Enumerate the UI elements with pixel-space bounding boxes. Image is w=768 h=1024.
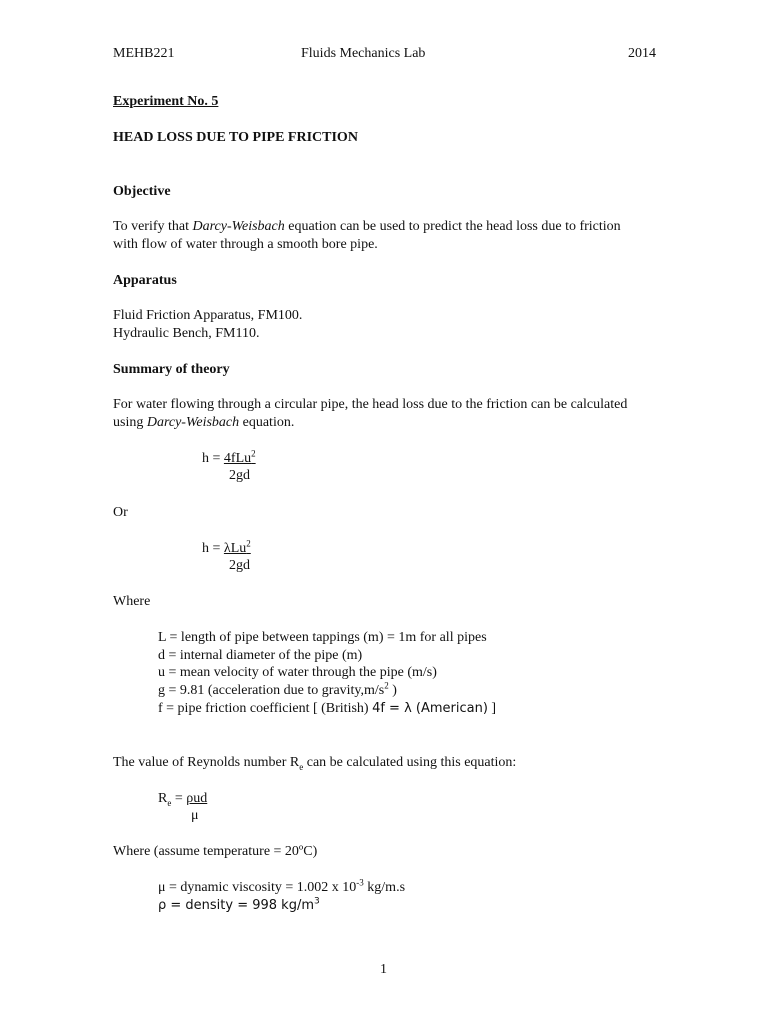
theory-text: equation.	[239, 415, 295, 430]
definition-text: g = 9.81 (acceleration due to gravity,m/s	[158, 683, 385, 698]
equation-numerator-text: 4fLu	[223, 451, 252, 466]
equation-darcy-f	[202, 450, 256, 468]
definition-text: ρ = density = 998 kg/m	[158, 898, 314, 913]
reynolds-text: The value of Reynolds number R	[113, 755, 300, 770]
header-year: 2014	[628, 46, 656, 61]
reynolds-text: can be calculated using this equation:	[303, 755, 517, 770]
equation-numerator	[223, 448, 256, 466]
equation-denominator: μ	[191, 808, 199, 823]
definition-L: L = length of pipe between tappings (m) = 1m for all pipes	[158, 630, 487, 645]
equation-lhs: h =	[202, 541, 224, 556]
objective-line-1	[113, 218, 621, 236]
theory-line-2	[113, 414, 294, 432]
apparatus-item: Hydraulic Bench, FM110.	[113, 326, 260, 341]
apparatus-heading: Apparatus	[113, 273, 177, 288]
equation-numerator: ρud	[186, 791, 208, 806]
definition-text: ]	[487, 701, 497, 716]
objective-text: equation can be used to predict the head loss due to friction	[284, 219, 621, 234]
equation-reynolds	[158, 790, 207, 808]
objective-text: To verify that	[113, 219, 193, 234]
definition-mu	[158, 879, 405, 897]
experiment-title: HEAD LOSS DUE TO PIPE FRICTION	[113, 130, 358, 145]
equation-superscript: 2	[246, 538, 251, 549]
header-course-code: MEHB221	[113, 46, 175, 61]
definition-text: 4f = λ (American)	[372, 701, 488, 716]
equation-denominator: 2gd	[229, 468, 250, 483]
equation-equals: =	[171, 791, 187, 806]
where-text: Where	[113, 594, 151, 609]
objective-heading: Objective	[113, 184, 171, 199]
objective-line-2: with flow of water through a smooth bore pipe.	[113, 237, 378, 252]
definition-superscript: -3	[356, 877, 364, 888]
definition-text: f = pipe friction coefficient [ (British)	[158, 701, 373, 716]
theory-line-1: For water flowing through a circular pipe, the head loss due to the friction can be calculated	[113, 397, 628, 412]
equation-lhs: R	[158, 791, 168, 806]
theory-heading: Summary of theory	[113, 362, 230, 377]
equation-lhs: h =	[202, 451, 224, 466]
theory-italic: Darcy-Weisbach	[146, 415, 240, 430]
reynolds-intro	[113, 754, 516, 772]
definition-u: u = mean velocity of water through the pipe (m/s)	[158, 665, 437, 680]
header-title: Fluids Mechanics Lab	[301, 46, 426, 61]
or-text: Or	[113, 505, 128, 520]
definition-d: d = internal diameter of the pipe (m)	[158, 648, 363, 663]
page-number: 1	[380, 962, 387, 977]
definition-rho	[158, 897, 320, 915]
definition-f	[158, 700, 496, 718]
equation-superscript: 2	[251, 448, 256, 459]
definition-text: μ = dynamic viscosity = 1.002 x 10	[158, 880, 357, 895]
reynolds-subscript: e	[299, 761, 304, 772]
definition-text: )	[388, 683, 397, 698]
theory-text: using	[113, 415, 147, 430]
reynolds-where: Where (assume temperature = 20ºC)	[113, 844, 318, 859]
equation-numerator	[223, 538, 251, 556]
equation-darcy-lambda	[202, 540, 251, 558]
objective-italic: Darcy-Weisbach	[192, 219, 285, 234]
definition-superscript: 2	[384, 680, 389, 691]
equation-denominator: 2gd	[229, 558, 250, 573]
equation-numerator-text: λLu	[223, 541, 247, 556]
definition-g	[158, 682, 397, 700]
apparatus-item: Fluid Friction Apparatus, FM100.	[113, 308, 303, 323]
equation-subscript: e	[167, 797, 172, 808]
definition-text: kg/m.s	[363, 880, 406, 895]
definition-superscript: 3	[314, 896, 320, 907]
experiment-number: Experiment No. 5	[113, 94, 219, 109]
